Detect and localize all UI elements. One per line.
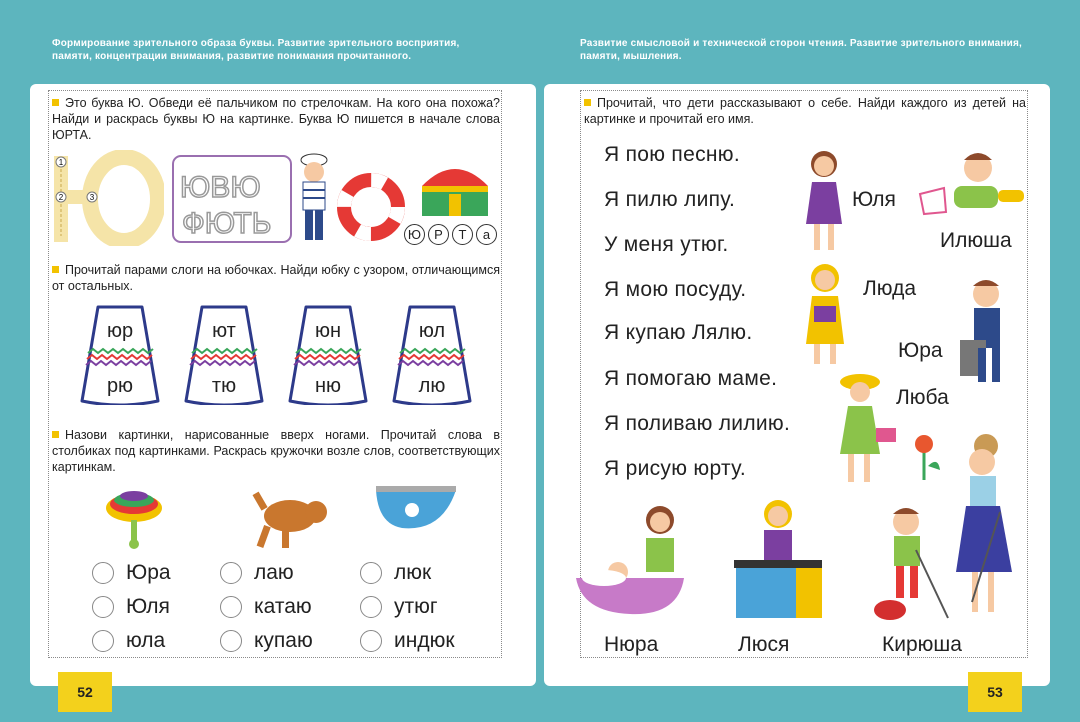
task-3 [52,427,500,475]
sentence-4: Я мою посуду. [604,278,747,301]
mother-picture [952,432,1028,622]
name-label: Юра [898,339,943,362]
sawing-boy-picture [958,276,1026,386]
word-label: Юра [126,561,171,584]
skirt-top-syllable: юр [106,320,134,342]
skirt-bottom-syllable: лю [418,375,446,397]
skirt-top-syllable: юн [314,320,342,342]
skirt-top-syllable: юл [418,320,446,342]
page-number-left: 52 [58,672,112,712]
bullet-icon [52,266,59,273]
word-label: люк [394,561,432,584]
vacuuming-boy-picture [872,506,952,622]
word-label: индюк [394,629,455,652]
yurt-picture [416,152,494,220]
svg-text:ЮВЮ: ЮВЮ [180,171,261,204]
task-2 [52,262,500,294]
svg-text:ФЮТЬ: ФЮТЬ [182,207,272,240]
word-label: Юля [126,595,170,618]
word-label: утюг [394,595,438,618]
singing-girl-picture [802,148,846,254]
sentence-2: Я пилю липу. [604,188,736,211]
answer-circle[interactable] [220,596,242,618]
svg-text:3: 3 [89,193,95,202]
answer-circle[interactable] [360,630,382,652]
word-label: юла [126,629,166,652]
name-label: Люда [863,277,917,300]
watering-girl-picture [834,370,900,486]
sentence-1: Я пою песню. [604,143,740,166]
name-label: Илюша [940,229,1012,252]
skirt-2[interactable] [184,305,264,405]
yurta-letter: Т [452,224,473,245]
task-1-text: Это буква Ю. Обведи её пальчиком по стрелочкам. На кого она похожа? Найди и раскрась буквы Ю на картинке. Буква Ю пишется в начале слова ЮРТА. [52,96,500,142]
drawing-boy-picture [914,150,1028,230]
cooking-girl-picture [732,496,824,620]
sentence-6: Я помогаю маме. [604,367,778,390]
name-label: Кирюша [882,633,962,656]
answer-circle[interactable] [92,630,114,652]
skirt-bottom-syllable: тю [211,375,237,397]
bullet-icon [52,99,59,106]
letters-puzzle[interactable] [172,155,292,243]
sentence-5: Я купаю Лялю. [604,321,753,344]
answer-circle[interactable] [220,630,242,652]
name-label: Люба [896,386,949,409]
answer-circle[interactable] [360,562,382,584]
name-label: Нюра [604,633,659,656]
task-3-text: Назови картинки, нарисованные вверх ногами. Прочитай слова в столбиках под картинками. Раскрась кружочки возле слов, соответствующих картинкам. [52,428,500,474]
bullet-icon [584,99,591,106]
word-label: купаю [254,629,313,652]
task-1 [52,95,500,143]
answer-circle[interactable] [220,562,242,584]
yurta-letters [404,224,500,246]
skirt-bottom-syllable: рю [106,375,134,397]
yurta-letter: Р [428,224,449,245]
svg-text:1: 1 [58,158,64,167]
word-label: лаю [254,561,294,584]
task-right [584,95,1026,127]
word-option[interactable] [92,556,171,590]
words-column-1 [92,556,171,658]
answer-circle[interactable] [92,596,114,618]
word-option[interactable] [92,590,171,624]
skirt-4[interactable] [392,305,472,405]
words-column-3 [360,556,455,658]
svg-text:2: 2 [58,193,64,202]
word-option[interactable] [360,590,455,624]
word-option[interactable] [220,556,313,590]
lily-flower-picture [906,430,942,482]
answer-circle[interactable] [92,562,114,584]
skirt-3[interactable] [288,305,368,405]
name-label: Люся [738,633,790,656]
word-option[interactable] [92,624,171,658]
header-right: Развитие смысловой и технической сторон чтения. Развитие зрительного внимания, памяти, мышления. [580,38,1023,62]
word-option[interactable] [360,556,455,590]
yurta-letter: Ю [404,224,425,245]
answer-circle[interactable] [360,596,382,618]
sentence-7: Я поливаю лилию. [604,412,791,435]
word-option[interactable] [220,590,313,624]
words-column-2 [220,556,313,658]
header-left: Формирование зрительного образа буквы. Развитие зрительного восприятия, памяти, концентрации внимания, развитие понимания прочитанного. [52,38,460,62]
word-option[interactable] [360,624,455,658]
bullet-icon [52,431,59,438]
big-letter-yu [52,150,164,246]
sentence-8: Я рисую юрту. [604,457,746,480]
skirt-bottom-syllable: ню [314,375,342,397]
sailor-boy-picture [296,150,332,245]
task-right-text: Прочитай, что дети рассказывают о себе. Найди каждого из детей на картинке и прочитай его имя. [584,96,1026,126]
bathing-girl-picture [574,500,698,618]
yurta-letter: а [476,224,497,245]
dishwashing-girl-picture [800,262,850,368]
page-number-right: 53 [968,672,1022,712]
spinning-top-upside-down-picture [104,480,164,552]
skirt-1[interactable] [80,305,160,405]
skirt-top-syllable: ют [212,320,236,342]
task-2-text: Прочитай парами слоги на юбочках. Найди юбку с узором, отличающимся от остальных. [52,263,500,293]
sentence-3: У меня утюг. [604,233,729,256]
iron-upside-down-picture [372,484,458,534]
word-label: катаю [254,595,312,618]
dog-upside-down-picture [250,486,330,556]
word-option[interactable] [220,624,313,658]
lifebuoy-picture [336,172,406,242]
name-label: Юля [852,188,896,211]
